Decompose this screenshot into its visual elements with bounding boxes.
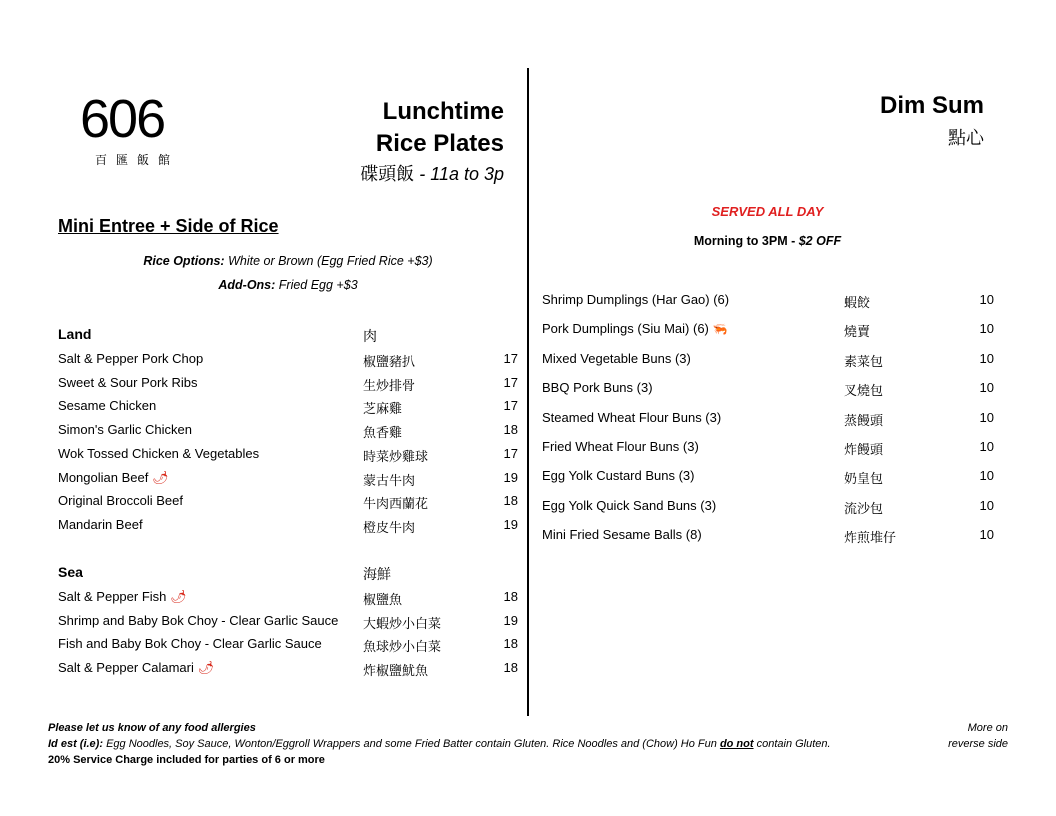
menu-item-price: 18 <box>503 636 518 652</box>
menu-item-price: 10 <box>979 527 994 543</box>
menu-item-label: Mongolian Beef <box>58 469 149 485</box>
menu-item-price: 10 <box>979 468 994 484</box>
menu-item-label: Shrimp Dumplings (Har Gao) (6) <box>542 292 730 307</box>
menu-item-name <box>542 351 691 366</box>
menu-item <box>58 398 518 418</box>
menu-item-label: Simon's Garlic Chicken <box>58 422 192 438</box>
menu-item-name <box>542 380 653 395</box>
menu-item-name <box>58 375 197 390</box>
menu-item-price: 19 <box>503 612 518 628</box>
menu-item-price: 18 <box>503 660 518 676</box>
lunch-title <box>376 96 504 160</box>
menu-item-name <box>542 410 721 425</box>
rice-options-value: White or Brown (Egg Fried Rice +$3) <box>224 254 433 268</box>
menu-item <box>542 351 994 371</box>
menu-item <box>58 589 518 609</box>
menu-item-price: 17 <box>503 445 518 461</box>
menu-item-cn: 生炒排骨 <box>363 377 416 393</box>
menu-item-cn: 芝麻雞 <box>363 401 403 417</box>
menu-item-cn: 蒙古牛肉 <box>363 472 416 488</box>
chili-pepper-icon: 🌶 <box>151 469 169 485</box>
lunch-title-line2: Rice Plates <box>375 130 504 157</box>
menu-item <box>542 410 994 430</box>
menu-item-name <box>58 398 156 413</box>
menu-item-cn: 時菜炒雞球 <box>363 448 429 464</box>
menu-item-price: 10 <box>979 497 994 513</box>
menu-item <box>542 498 994 518</box>
menu-item <box>58 470 518 490</box>
menu-item-price: 17 <box>503 351 518 366</box>
mini-entree-heading: Mini Entree + Side of Rice <box>58 216 279 236</box>
menu-item <box>58 446 518 466</box>
menu-item-cn: 牛肉西蘭花 <box>363 496 429 512</box>
menu-item-label: BBQ Pork Buns (3) <box>542 380 653 396</box>
menu-item-cn: 魚香雞 <box>363 425 403 441</box>
menu-item-label: Original Broccoli Beef <box>58 493 183 509</box>
menu-item-label: Sweet & Sour Pork Ribs <box>58 374 198 390</box>
menu-item-name <box>542 321 727 336</box>
menu-item <box>542 292 994 312</box>
menu-item-label: Shrimp and Baby Bok Choy - Clear Garlic Sauce <box>58 612 339 628</box>
land-category-name: Land <box>58 326 92 342</box>
shrimp-icon: 🦐 <box>712 322 728 337</box>
menu-item-cn: 魚球炒小白菜 <box>363 639 442 655</box>
menu-item-price: 17 <box>503 374 518 390</box>
menu-item-price: 17 <box>503 398 518 414</box>
menu-item-cn: 奶皇包 <box>844 471 884 487</box>
chili-pepper-icon: 🌶 <box>170 589 187 604</box>
served-all-day: SERVED ALL DAY <box>711 204 824 219</box>
lunch-title-line1: Lunchtime <box>382 98 504 125</box>
menu-item-label: Sesame Chicken <box>58 398 157 414</box>
sea-category <box>58 564 518 584</box>
menu-item-name <box>542 468 694 483</box>
menu-item-name <box>58 660 214 676</box>
gluten-text: Egg Noodles, Soy Sauce, Wonton/Eggroll Wrappers and some Fried Batter contain Gluten. Rice Noodles and (Chow) Ho Fun <box>103 738 720 750</box>
land-category-cn: 肉 <box>363 328 377 344</box>
menu-item-name <box>58 589 187 605</box>
allergy-notice: Please let us know of any food allergies <box>48 722 256 734</box>
gluten-emphasis: do not <box>719 738 754 750</box>
menu-item-cn: 蝦餃 <box>844 295 871 310</box>
menu-item-cn: 炸椒鹽魷魚 <box>363 663 429 679</box>
menu-item-cn: 橙皮牛肉 <box>363 519 416 535</box>
menu-item-name <box>542 439 699 454</box>
menu-item-name <box>58 470 168 486</box>
more-line2: reverse side <box>948 738 1008 750</box>
menu-item-price: 18 <box>503 422 518 438</box>
menu-item-cn: 大蝦炒小白菜 <box>363 615 442 631</box>
lunch-subtitle-sep: - <box>414 164 431 184</box>
menu-item-name <box>58 351 203 366</box>
chili-pepper-icon: 🌶 <box>197 660 214 676</box>
menu-item <box>58 351 518 371</box>
menu-item <box>542 321 994 341</box>
menu-item <box>58 660 518 680</box>
menu-item-price: 19 <box>503 469 518 485</box>
menu-item-price: 10 <box>979 439 994 454</box>
menu-item-price: 18 <box>503 493 518 509</box>
dimsum-title-cn: 點心 <box>948 128 984 148</box>
menu-item-label: Fish and Baby Bok Choy - Clear Garlic Sauce <box>58 636 322 652</box>
menu-item-cn: 素菜包 <box>844 353 884 369</box>
menu-item-cn: 炸煎堆仔 <box>844 530 897 546</box>
menu-item-name <box>58 446 259 461</box>
lunch-subtitle-cn: 碟頭飯 <box>360 164 415 184</box>
menu-item-name <box>542 527 702 542</box>
more-line1: More on <box>967 722 1008 734</box>
menu-item <box>58 375 518 395</box>
menu-item-label: Mixed Vegetable Buns (3) <box>542 350 691 366</box>
add-ons-value: Fried Egg +$3 <box>275 278 358 292</box>
more-on-reverse <box>948 720 1008 752</box>
menu-item <box>58 613 518 633</box>
morning-label: Morning to 3PM - <box>693 234 799 248</box>
sea-category-cn: 海鮮 <box>363 566 391 582</box>
menu-item-label: Egg Yolk Quick Sand Buns (3) <box>542 497 717 513</box>
menu-item-cn: 椒鹽豬扒 <box>363 354 416 369</box>
rice-options <box>58 254 518 268</box>
morning-deal <box>540 234 995 248</box>
menu-item-label: Steamed Wheat Flour Buns (3) <box>542 409 722 425</box>
menu-item-name <box>542 292 729 307</box>
menu-item-name <box>58 613 338 628</box>
menu-item <box>542 380 994 400</box>
menu-item <box>58 493 518 513</box>
menu-item-cn: 蒸饅頭 <box>844 412 884 428</box>
menu-item-label: Pork Dumplings (Siu Mai) (6) <box>542 321 709 337</box>
gluten-label: Id est (i.e): <box>48 738 104 750</box>
menu-item-cn: 燒賣 <box>844 324 871 340</box>
lunch-hours: 11a to 3p <box>430 164 504 184</box>
menu-item-cn: 炸饅頭 <box>844 442 884 457</box>
menu-item-label: Wok Tossed Chicken & Vegetables <box>58 445 260 461</box>
menu-item-name <box>58 493 183 508</box>
menu-item <box>58 422 518 442</box>
menu-item-name <box>542 498 716 513</box>
menu-item <box>58 517 518 537</box>
menu-item-label: Salt & Pepper Pork Chop <box>58 351 204 366</box>
menu-item-cn: 椒鹽魚 <box>363 592 403 607</box>
menu-item-cn: 流沙包 <box>844 500 884 516</box>
menu-item-price: 10 <box>979 380 994 396</box>
menu-item-name <box>58 517 143 532</box>
menu-item-cn: 叉燒包 <box>844 383 884 399</box>
menu-item-name <box>58 422 192 437</box>
sea-category-name: Sea <box>58 564 83 580</box>
column-divider <box>527 68 529 716</box>
menu-item-price: 10 <box>979 321 994 337</box>
menu-item <box>542 439 994 459</box>
menu-item-name <box>58 636 322 651</box>
morning-discount: $2 OFF <box>798 234 842 248</box>
logo-number: 606 <box>80 89 165 149</box>
land-category <box>58 326 518 346</box>
menu-item <box>58 636 518 656</box>
add-ons-label: Add-Ons: <box>218 278 276 292</box>
menu-item-label: Mandarin Beef <box>58 516 143 532</box>
rice-options-label: Rice Options: <box>143 254 225 268</box>
menu-item-label: Salt & Pepper Calamari <box>58 660 194 676</box>
add-ons <box>58 278 518 292</box>
service-charge-notice: 20% Service Charge included for parties of 6 or more <box>48 754 325 766</box>
menu-item-price: 18 <box>503 589 518 604</box>
menu-item-price: 19 <box>503 516 518 532</box>
menu-item <box>542 527 994 547</box>
menu-item-label: Salt & Pepper Fish <box>58 589 167 604</box>
menu-item-label: Mini Fried Sesame Balls (8) <box>542 527 702 543</box>
menu-item-price: 10 <box>979 292 994 307</box>
menu-item <box>542 468 994 488</box>
menu-item-label: Fried Wheat Flour Buns (3) <box>542 439 699 454</box>
gluten-text-end: contain Gluten. <box>753 738 831 750</box>
logo-chinese: 百匯飯館 <box>95 153 180 167</box>
menu-item-label: Egg Yolk Custard Buns (3) <box>542 468 695 484</box>
gluten-notice <box>48 736 831 752</box>
menu-item-price: 10 <box>979 409 994 425</box>
dimsum-title: Dim Sum <box>879 92 984 119</box>
lunch-subtitle <box>360 160 504 186</box>
menu-item-price: 10 <box>979 350 994 366</box>
